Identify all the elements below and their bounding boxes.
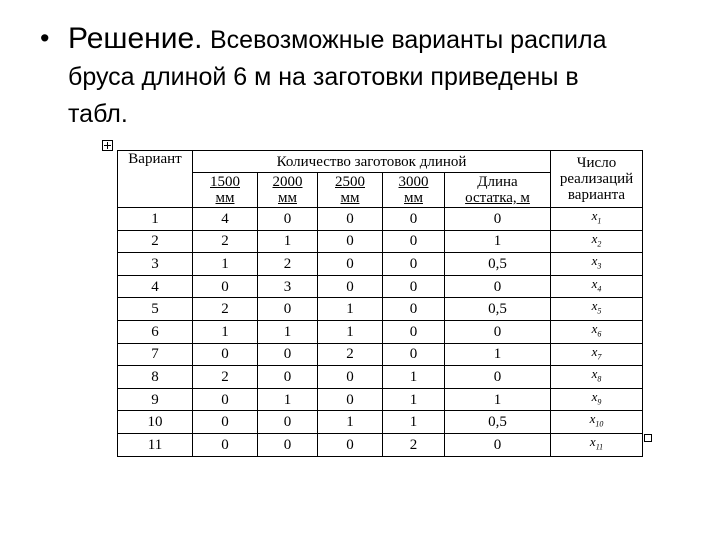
header-remainder-top: Длина bbox=[477, 174, 518, 190]
variable-index: 7 bbox=[597, 352, 602, 362]
variable-x bbox=[591, 298, 602, 316]
cell-variant: 5 bbox=[118, 298, 193, 321]
cell-remainder: 0 bbox=[445, 208, 551, 231]
cell-1500: 0 bbox=[193, 388, 258, 411]
header-count-line: реализаций bbox=[559, 171, 634, 187]
cell-1500: 0 bbox=[193, 343, 258, 366]
cell-3000: 1 bbox=[383, 388, 445, 411]
cell-3000: 0 bbox=[383, 298, 445, 321]
cell-remainder: 0 bbox=[445, 433, 551, 456]
cell-2000: 0 bbox=[258, 366, 318, 389]
variable-index: 8 bbox=[597, 374, 602, 384]
variable-x bbox=[591, 343, 602, 362]
table-row bbox=[118, 343, 643, 366]
cell-count bbox=[551, 230, 643, 253]
header-group bbox=[193, 151, 551, 173]
cell-count bbox=[551, 411, 643, 434]
cell-2500: 1 bbox=[318, 298, 383, 321]
variable-index: 5 bbox=[597, 306, 602, 316]
variable-letter: x bbox=[591, 275, 598, 291]
cell-2500: 0 bbox=[318, 208, 383, 231]
variable-x bbox=[591, 208, 602, 226]
cell-3000: 2 bbox=[383, 433, 445, 456]
cell-1500: 1 bbox=[193, 253, 258, 276]
variable-letter: x bbox=[591, 298, 598, 314]
cell-3000: 1 bbox=[383, 366, 445, 389]
cell-2500: 1 bbox=[318, 320, 383, 343]
cell-remainder: 0,5 bbox=[445, 253, 551, 276]
cell-variant: 1 bbox=[118, 208, 193, 231]
cell-2000: 0 bbox=[258, 411, 318, 434]
cell-1500: 2 bbox=[193, 366, 258, 389]
cell-2000: 0 bbox=[258, 433, 318, 456]
variable-index: 2 bbox=[597, 239, 602, 249]
table-row bbox=[118, 411, 643, 434]
cell-count bbox=[551, 433, 643, 456]
cell-variant: 6 bbox=[118, 320, 193, 343]
variable-letter: x bbox=[591, 208, 598, 223]
cell-remainder: 1 bbox=[445, 388, 551, 411]
header-count bbox=[551, 151, 643, 208]
table-row bbox=[118, 275, 643, 298]
header-2000-top: 2000 bbox=[272, 174, 303, 190]
cell-remainder: 0 bbox=[445, 275, 551, 298]
variable-letter: x bbox=[591, 253, 598, 269]
cell-2000: 3 bbox=[258, 275, 318, 298]
variable-index: 11 bbox=[595, 442, 604, 452]
variable-letter: x bbox=[591, 343, 598, 359]
text-line-3: табл. bbox=[68, 100, 128, 128]
cell-remainder: 0 bbox=[445, 366, 551, 389]
cell-1500: 0 bbox=[193, 275, 258, 298]
variable-letter: x bbox=[589, 433, 596, 449]
table-row bbox=[118, 388, 643, 411]
cell-3000: 0 bbox=[383, 275, 445, 298]
header-1500-unit: мм bbox=[215, 190, 235, 206]
cell-1500: 0 bbox=[193, 411, 258, 434]
table-resize-handle[interactable] bbox=[644, 434, 652, 442]
cell-2500: 0 bbox=[318, 230, 383, 253]
cell-variant: 10 bbox=[118, 411, 193, 434]
cell-1500: 2 bbox=[193, 298, 258, 321]
cell-2000: 0 bbox=[258, 343, 318, 366]
header-count-line: варианта bbox=[567, 187, 626, 203]
cell-3000: 1 bbox=[383, 411, 445, 434]
table-row bbox=[118, 230, 643, 253]
header-2500 bbox=[318, 173, 383, 208]
cell-count bbox=[551, 366, 643, 389]
variable-index: 3 bbox=[597, 261, 602, 271]
variable-x bbox=[591, 275, 602, 294]
text-line-1 bbox=[68, 20, 708, 59]
header-2500-unit: мм bbox=[340, 190, 360, 206]
cell-remainder: 0,5 bbox=[445, 298, 551, 321]
cell-2000: 0 bbox=[258, 208, 318, 231]
table-row bbox=[118, 298, 643, 321]
cell-1500: 0 bbox=[193, 433, 258, 456]
table-row bbox=[118, 433, 643, 456]
header-3000-unit: мм bbox=[404, 190, 423, 206]
header-variant-label: Вариант bbox=[128, 151, 182, 167]
cell-remainder: 0,5 bbox=[445, 411, 551, 434]
variable-letter: x bbox=[591, 320, 598, 336]
cell-1500: 4 bbox=[193, 208, 258, 231]
solution-label: Решение. bbox=[68, 22, 203, 55]
header-3000-top: 3000 bbox=[398, 174, 429, 190]
header-2000-unit: мм bbox=[278, 190, 297, 206]
table-row bbox=[118, 366, 643, 389]
cell-3000: 0 bbox=[383, 343, 445, 366]
header-remainder-unit: остатка, м bbox=[465, 190, 530, 206]
variable-letter: x bbox=[591, 388, 598, 404]
cell-2500: 1 bbox=[318, 411, 383, 434]
cell-2500: 0 bbox=[318, 253, 383, 276]
table-row bbox=[118, 320, 643, 343]
variable-index: 6 bbox=[597, 329, 602, 339]
cell-3000: 0 bbox=[383, 253, 445, 276]
cell-3000: 0 bbox=[383, 320, 445, 343]
cell-2000: 1 bbox=[258, 230, 318, 253]
variable-letter: x bbox=[591, 366, 598, 382]
cell-count bbox=[551, 208, 643, 231]
variable-index: 10 bbox=[595, 419, 604, 429]
cell-count bbox=[551, 253, 643, 276]
variable-x bbox=[591, 320, 602, 339]
cell-1500: 1 bbox=[193, 320, 258, 343]
cell-1500: 2 bbox=[193, 230, 258, 253]
cell-variant: 9 bbox=[118, 388, 193, 411]
cell-3000: 0 bbox=[383, 208, 445, 231]
variable-x bbox=[591, 253, 602, 271]
cell-remainder: 1 bbox=[445, 230, 551, 253]
variable-x bbox=[589, 411, 604, 429]
cell-2500: 2 bbox=[318, 343, 383, 366]
cell-2000: 0 bbox=[258, 298, 318, 321]
header-1500-top: 1500 bbox=[210, 174, 240, 190]
cell-2500: 0 bbox=[318, 275, 383, 298]
text-line-2: бруса длиной 6 м на заготовки приведены в bbox=[68, 63, 579, 91]
cell-2000: 2 bbox=[258, 253, 318, 276]
variable-index: 4 bbox=[597, 284, 602, 294]
header-group-label: Количество заготовок длиной bbox=[276, 153, 467, 170]
header-count-line: Число bbox=[576, 155, 617, 171]
header-1500 bbox=[193, 173, 258, 208]
cell-count bbox=[551, 275, 643, 298]
table-row bbox=[118, 208, 643, 231]
header-3000 bbox=[383, 173, 445, 208]
header-variant bbox=[118, 151, 193, 208]
variable-index: 1 bbox=[597, 216, 602, 226]
cell-count bbox=[551, 298, 643, 321]
bullet-paragraph bbox=[68, 20, 708, 133]
cell-2500: 0 bbox=[318, 433, 383, 456]
cell-2000: 1 bbox=[258, 320, 318, 343]
cell-2500: 0 bbox=[318, 388, 383, 411]
cutting-variants-table bbox=[117, 150, 643, 457]
cell-variant: 7 bbox=[118, 343, 193, 366]
cell-3000: 0 bbox=[383, 230, 445, 253]
cell-variant: 8 bbox=[118, 366, 193, 389]
variable-letter: x bbox=[591, 230, 598, 246]
variable-x bbox=[591, 366, 602, 384]
header-2500-top: 2500 bbox=[335, 174, 365, 190]
table-move-handle-icon[interactable] bbox=[102, 140, 113, 151]
cell-count bbox=[551, 343, 643, 366]
cell-2500: 0 bbox=[318, 366, 383, 389]
cell-variant: 11 bbox=[118, 433, 193, 456]
bullet-dot: • bbox=[40, 23, 50, 53]
cell-variant: 4 bbox=[118, 275, 193, 298]
variable-x bbox=[591, 230, 602, 249]
header-remainder bbox=[445, 173, 551, 208]
cell-2000: 1 bbox=[258, 388, 318, 411]
variable-letter: x bbox=[589, 411, 596, 427]
variable-index: 9 bbox=[597, 397, 602, 407]
cell-variant: 2 bbox=[118, 230, 193, 253]
variable-x bbox=[591, 388, 602, 407]
text-line-1-rest: Всевозможные варианты распила bbox=[210, 26, 607, 54]
cell-count bbox=[551, 388, 643, 411]
cell-remainder: 1 bbox=[445, 343, 551, 366]
variable-x bbox=[589, 433, 604, 452]
header-2000 bbox=[258, 173, 318, 208]
cell-variant: 3 bbox=[118, 253, 193, 276]
cell-count bbox=[551, 320, 643, 343]
table-row bbox=[118, 253, 643, 276]
cell-remainder: 0 bbox=[445, 320, 551, 343]
